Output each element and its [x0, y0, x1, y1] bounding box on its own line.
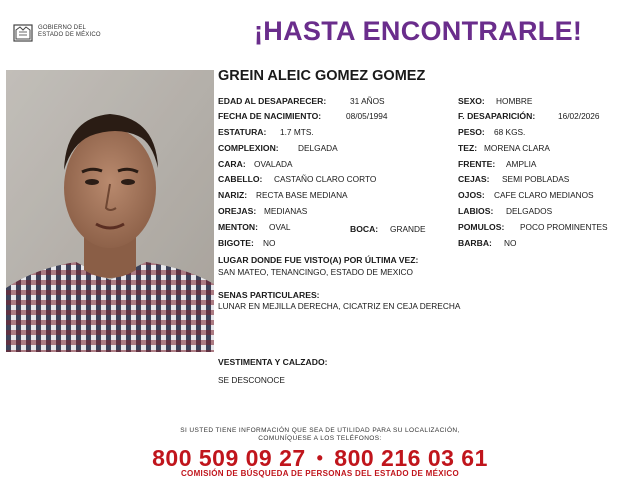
field-label: BARBA: [458, 238, 492, 248]
field-value: OVALADA [254, 159, 293, 169]
portrait-image [6, 70, 214, 352]
field-value: MEDIANAS [264, 206, 308, 216]
field-eyes [458, 190, 594, 200]
logo-line-1: GOBIERNO DEL [38, 25, 87, 31]
field-moustache [218, 238, 276, 248]
field-label: COMPLEXION: [218, 143, 279, 153]
field-disappearance-date [458, 111, 600, 121]
field-value: 31 AÑOS [350, 96, 385, 106]
field-build [218, 143, 338, 153]
logo-line-2: ESTADO DE MÉXICO [38, 32, 101, 38]
field-value: CAFE CLARO MEDIANOS [494, 190, 594, 200]
field-value: 68 KGS. [494, 127, 526, 137]
field-label: POMULOS: [458, 222, 505, 232]
phone-separator: • [316, 448, 324, 468]
field-value: MORENA CLARA [484, 143, 550, 153]
field-label: CARA: [218, 159, 246, 169]
field-label: FECHA DE NACIMIENTO: [218, 111, 322, 121]
field-ears [218, 206, 308, 216]
field-label: CABELLO: [218, 174, 263, 184]
person-name: GREIN ALEIC GOMEZ GOMEZ [218, 68, 426, 84]
field-label: OJOS: [458, 190, 485, 200]
field-label: TEZ: [458, 143, 478, 153]
field-forehead [458, 159, 537, 169]
field-complexion [458, 143, 550, 153]
field-value: RECTA BASE MEDIANA [256, 190, 348, 200]
field-height [218, 127, 314, 137]
field-nose [218, 190, 348, 200]
clothing-title: VESTIMENTA Y CALZADO: [218, 357, 328, 367]
field-value: HOMBRE [496, 96, 533, 106]
field-mouth [350, 224, 426, 234]
last-seen-title: LUGAR DONDE FUE VISTO(A) POR ÚLTIMA VEZ: [218, 255, 419, 265]
field-label: FRENTE: [458, 159, 496, 169]
field-value: SEMI POBLADAS [502, 174, 570, 184]
field-chin [218, 222, 291, 232]
logo-text [38, 25, 101, 39]
field-value: AMPLIA [506, 159, 537, 169]
clothing-value: SE DESCONOCE [218, 375, 285, 385]
field-label: ESTATURA: [218, 127, 267, 137]
field-label: MENTON: [218, 222, 258, 232]
footer-note-line-2: COMUNÍQUESE A LOS TELÉFONOS: [258, 435, 382, 442]
field-label: BIGOTE: [218, 238, 254, 248]
field-age [218, 96, 385, 106]
field-lips [458, 206, 553, 216]
field-label: EDAD AL DESAPARECER: [218, 96, 327, 106]
field-value: 08/05/1994 [346, 111, 388, 121]
field-value: CASTAÑO CLARO CORTO [274, 174, 377, 184]
field-value: 1.7 MTS. [280, 127, 314, 137]
last-seen-value: SAN MATEO, TENANCINGO, ESTADO DE MEXICO [218, 267, 414, 277]
field-value: POCO PROMINENTES [520, 222, 608, 232]
field-value: NO [263, 238, 276, 248]
state-seal-icon [12, 22, 34, 44]
phone-number-2[interactable]: 800 216 03 61 [334, 445, 488, 471]
field-label: SEXO: [458, 96, 485, 106]
distinguishing-marks-value: LUNAR EN MEJILLA DERECHA, CICATRIZ EN CEJA DERECHA [218, 301, 461, 311]
field-label: OREJAS: [218, 206, 257, 216]
footer-note-line-1: SI USTED TIENE INFORMACIÓN QUE SEA DE UTILIDAD PARA SU LOCALIZACIÓN, [180, 427, 460, 434]
commission-name: COMISIÓN DE BÚSQUEDA DE PERSONAS DEL ESTADO DE MÉXICO [180, 469, 459, 478]
field-label: PESO: [458, 127, 485, 137]
field-eyebrows [458, 174, 570, 184]
field-value: DELGADA [298, 143, 338, 153]
field-label: CEJAS: [458, 174, 490, 184]
field-label: LABIOS: [458, 206, 494, 216]
field-sex [458, 96, 533, 106]
phone-numbers [0, 445, 640, 472]
headline: ¡HASTA ENCONTRARLE! [254, 16, 583, 46]
government-logo [12, 20, 122, 46]
field-label: NARIZ: [218, 190, 248, 200]
field-weight [458, 127, 526, 137]
field-value: GRANDE [390, 224, 426, 234]
field-value: 16/02/2026 [558, 111, 600, 121]
field-face [218, 159, 293, 169]
missing-person-photo [6, 70, 214, 352]
field-birthdate [218, 111, 388, 121]
field-value: OVAL [269, 222, 291, 232]
field-value: DELGADOS [506, 206, 553, 216]
field-label: F. DESAPARICIÓN: [458, 111, 536, 121]
field-beard [458, 238, 517, 248]
phone-number-1[interactable]: 800 509 09 27 [152, 445, 306, 471]
field-cheekbones [458, 222, 608, 232]
field-hair [218, 174, 377, 184]
field-label: BOCA: [350, 224, 379, 234]
distinguishing-marks-title: SENAS PARTICULARES: [218, 290, 320, 300]
field-value: NO [504, 238, 517, 248]
